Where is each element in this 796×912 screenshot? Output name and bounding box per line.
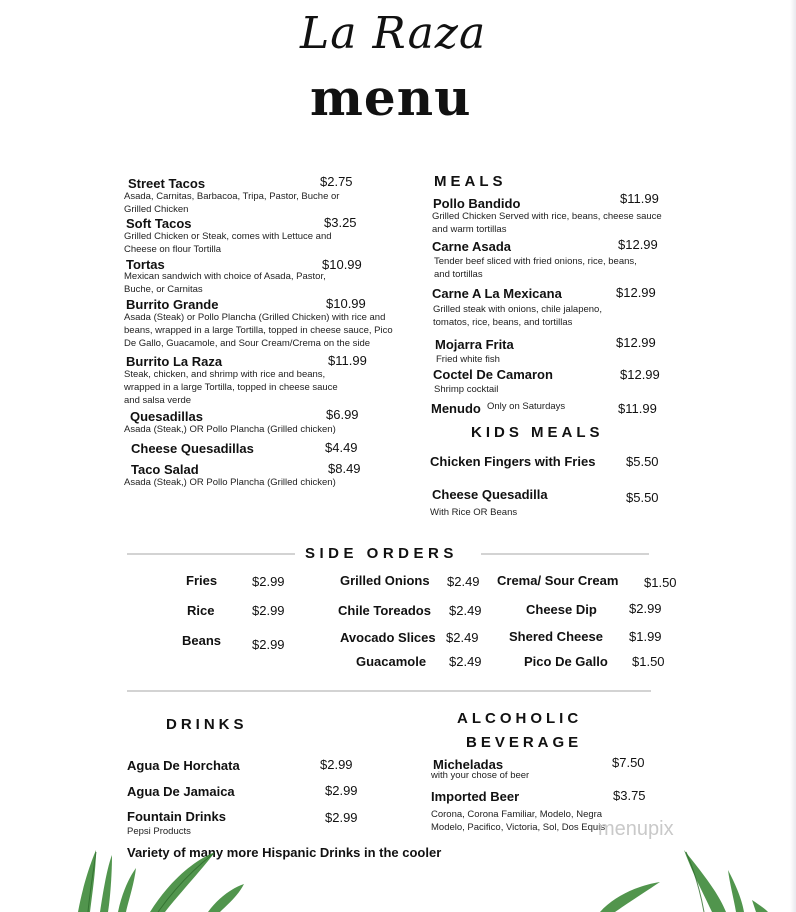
alcoholic-heading: ALCOHOLIC [457, 710, 583, 727]
item-price: $10.99 [326, 296, 366, 311]
side-price: $2.99 [252, 603, 285, 618]
meals-heading: MEALS [434, 173, 507, 190]
item-price: $2.99 [325, 810, 358, 825]
item-name: Street Tacos [128, 176, 206, 191]
item-name: Soft Tacos [126, 216, 192, 231]
item-price: $12.99 [616, 335, 656, 350]
item-description: Mexican sandwich with choice of Asada, Pastor, Buche, or Carnitas [124, 271, 326, 295]
item-description: Grilled Chicken or Steak, comes with Lettuce and Cheese on flour Tortilla [124, 231, 332, 255]
item-name: Carne Asada [432, 239, 511, 254]
item-name: Fountain Drinks [127, 809, 226, 824]
item-price: $2.99 [325, 783, 358, 798]
item-description: Steak, chicken, and shrimp with rice and beans, wrapped in a large Tortilla, topped in cheese sauce and salsa verde [124, 369, 338, 406]
item-name: Quesadillas [130, 409, 203, 424]
item-price: $5.50 [626, 454, 659, 469]
item-description: With Rice OR Beans [430, 507, 518, 518]
side-name: Shered Cheese [509, 629, 603, 644]
item-description: Grilled steak with onions, chile jalapeno, tomatos, rice, beans, and tortillas [433, 304, 602, 328]
item-description: Asada (Steak) or Pollo Plancha (Grilled Chicken) with rice and beans, wrapped in a large Tortilla, topped in cheese sauce, Pico De Gallo, Guacamole, and Sour Cream/Crema on the side [124, 312, 393, 349]
kids-meals-heading: KIDS MEALS [471, 424, 604, 441]
side-name: Avocado Slices [340, 630, 436, 645]
side-name: Guacamole [356, 654, 427, 669]
side-name: Fries [186, 573, 218, 588]
item-price: $12.99 [616, 285, 656, 300]
item-name: Cheese Quesadillas [131, 441, 254, 456]
item-name: Agua De Jamaica [127, 784, 235, 799]
item-description: Fried white fish [436, 354, 500, 365]
side-price: $1.50 [632, 654, 665, 669]
item-price: $4.49 [325, 440, 358, 455]
item-price: $5.50 [626, 490, 659, 505]
side-price: $2.99 [629, 601, 662, 616]
item-price: $12.99 [618, 237, 658, 252]
item-name: Agua De Horchata [127, 758, 240, 773]
side-price: $1.50 [644, 575, 677, 590]
item-description: Tender beef sliced with fried onions, rice, beans, and tortillas [434, 256, 637, 280]
drinks-note: Variety of many more Hispanic Drinks in the cooler [127, 845, 442, 860]
side-name: Chile Toreados [338, 603, 431, 618]
item-description: Shrimp cocktail [434, 384, 499, 395]
beverage-heading: BEVERAGE [466, 734, 583, 751]
item-price: $11.99 [328, 353, 367, 368]
item-description: Corona, Corona Familiar, Modelo, Negra Modelo, Pacifico, Victoria, Sol, Dos Equis [431, 809, 606, 833]
side-price: $2.49 [447, 574, 480, 589]
item-description: Asada (Steak,) OR Pollo Plancha (Grilled chicken) [124, 477, 336, 488]
item-price: $2.75 [320, 174, 353, 189]
restaurant-name: La Raza [300, 8, 487, 59]
menu-title: menu [310, 68, 472, 127]
item-price: $6.99 [326, 407, 359, 422]
item-name: Pollo Bandido [433, 196, 521, 211]
side-name: Crema/ Sour Cream [497, 573, 619, 588]
side-name: Cheese Dip [526, 602, 597, 617]
item-price: $12.99 [620, 367, 660, 382]
item-description: with your chose of beer [431, 770, 530, 781]
drinks-heading: DRINKS [166, 716, 248, 733]
item-name: Chicken Fingers with Fries [430, 454, 596, 469]
item-name: Burrito Grande [126, 297, 219, 312]
side-name: Pico De Gallo [524, 654, 608, 669]
side-price: $1.99 [629, 629, 662, 644]
watermark: menupix [598, 818, 674, 840]
side-name: Beans [182, 633, 222, 648]
item-price: $7.50 [612, 755, 645, 770]
item-description: Grilled Chicken Served with rice, beans, cheese sauce and warm tortillas [432, 211, 662, 235]
item-description: Only on Saturdays [487, 401, 566, 412]
item-name: Cheese Quesadilla [432, 487, 548, 502]
side-price: $2.49 [449, 654, 482, 669]
item-description: Asada (Steak,) OR Pollo Plancha (Grilled chicken) [124, 424, 336, 435]
side-name: Grilled Onions [340, 573, 430, 588]
item-price: $3.75 [613, 788, 646, 803]
side-price: $2.99 [252, 574, 285, 589]
item-name: Tortas [126, 257, 165, 272]
item-name: Mojarra Frita [435, 337, 514, 352]
item-name: Micheladas [433, 757, 504, 772]
item-description: Asada, Carnitas, Barbacoa, Tripa, Pastor, Buche or Grilled Chicken [124, 191, 340, 215]
item-description: Pepsi Products [127, 826, 191, 837]
item-name: Coctel De Camaron [433, 367, 553, 382]
item-name: Menudo [431, 401, 481, 416]
side-orders-heading: SIDE ORDERS [305, 545, 458, 562]
item-name: Taco Salad [131, 462, 199, 477]
item-price: $2.99 [320, 757, 353, 772]
side-price: $2.99 [252, 637, 285, 652]
item-price: $8.49 [328, 461, 361, 476]
side-price: $2.49 [446, 630, 479, 645]
item-name: Imported Beer [431, 789, 520, 804]
item-price: $3.25 [324, 215, 357, 230]
side-price: $2.49 [449, 603, 482, 618]
item-price: $11.99 [620, 191, 659, 206]
item-name: Burrito La Raza [126, 354, 223, 369]
item-name: Carne A La Mexicana [432, 286, 562, 301]
item-price: $11.99 [618, 401, 657, 416]
item-price: $10.99 [322, 257, 362, 272]
side-name: Rice [187, 603, 215, 618]
